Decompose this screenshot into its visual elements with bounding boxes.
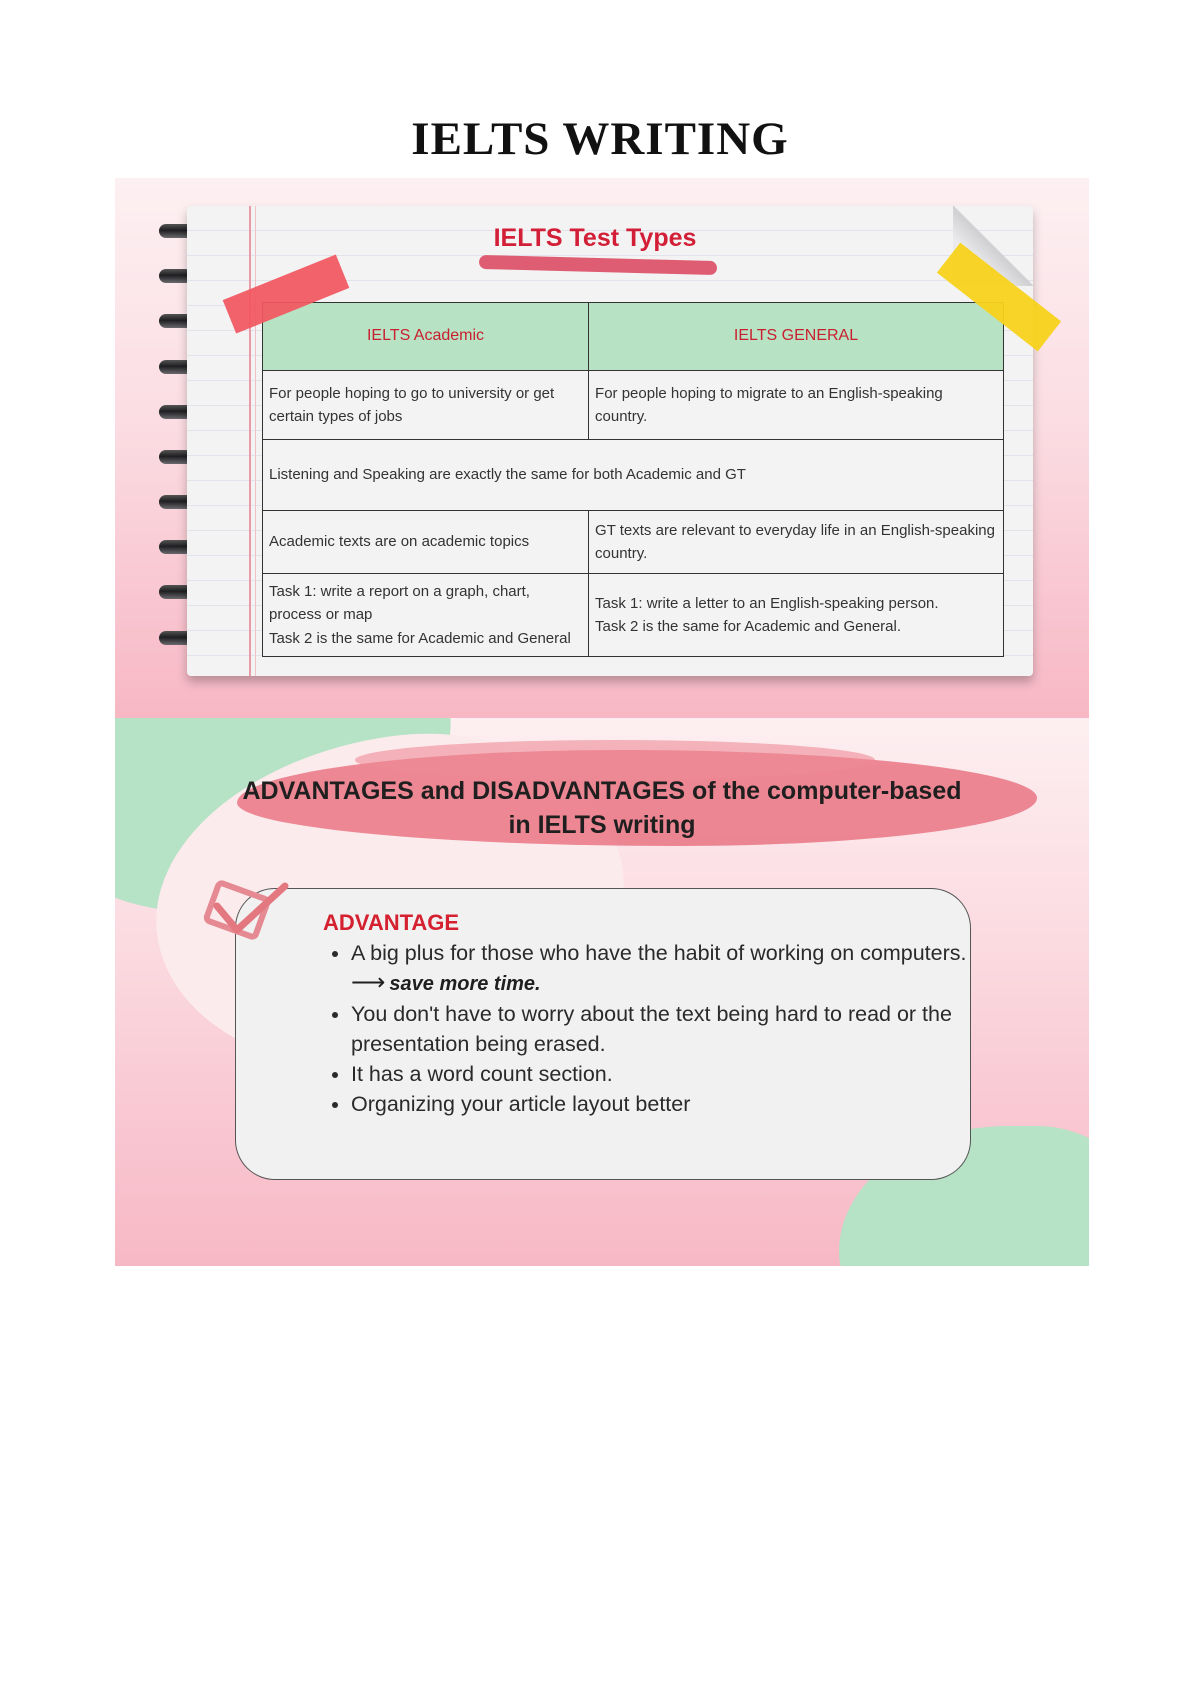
test-types-title: IELTS Test Types bbox=[493, 224, 697, 252]
table-header-row bbox=[263, 303, 1004, 371]
title-brush-stroke bbox=[479, 255, 717, 275]
advantage-heading: ADVANTAGE bbox=[323, 910, 460, 935]
table-row bbox=[263, 440, 1004, 511]
cell-both-listening-speaking: Listening and Speaking are exactly the same for both Academic and GT bbox=[263, 440, 1004, 511]
right-arrow-icon: ⟶ bbox=[351, 969, 386, 996]
table-row bbox=[263, 371, 1004, 440]
advantages-title-line1: ADVANTAGES and DISADVANTAGES of the computer-based bbox=[242, 777, 962, 805]
academic-task1: Task 1: write a report on a graph, chart, process or map bbox=[269, 583, 530, 624]
academic-task2: Task 2 is the same for Academic and General bbox=[269, 629, 571, 647]
header-academic: IELTS Academic bbox=[263, 303, 589, 371]
document-title: IELTS WRITING bbox=[411, 113, 789, 165]
list-item: • It has a word count section. bbox=[351, 1059, 971, 1089]
margin-line bbox=[249, 206, 251, 676]
cell-academic-texts: Academic texts are on academic topics bbox=[263, 511, 589, 574]
arrow-note bbox=[351, 968, 971, 999]
arrow-note-text: save more time. bbox=[389, 973, 541, 995]
header-general: IELTS GENERAL bbox=[589, 303, 1004, 371]
slide-test-types bbox=[115, 178, 1089, 718]
table-row bbox=[263, 511, 1004, 574]
cell-general-texts: GT texts are relevant to everyday life in an English-speaking country. bbox=[589, 511, 1004, 574]
cell-general-purpose: For people hoping to migrate to an English-speaking country. bbox=[589, 371, 1004, 440]
list-item: • You don't have to worry about the text being hard to read or the presentation being erased. bbox=[351, 999, 971, 1059]
cell-general-tasks bbox=[589, 574, 1004, 657]
table-row bbox=[263, 574, 1004, 657]
margin-line bbox=[255, 206, 256, 676]
general-task1: Task 1: write a letter to an English-speaking person. bbox=[595, 594, 939, 612]
advantages-title bbox=[115, 774, 1089, 842]
list-item: • Organizing your article layout better bbox=[351, 1089, 971, 1119]
slide-advantages bbox=[115, 718, 1089, 1266]
cell-academic-tasks bbox=[263, 574, 589, 657]
advantages-title-line2: in IELTS writing bbox=[508, 811, 696, 839]
cell-academic-purpose: For people hoping to go to university or get certain types of jobs bbox=[263, 371, 589, 440]
advantage-list bbox=[325, 938, 971, 1119]
test-types-table bbox=[262, 302, 1004, 657]
general-task2: Task 2 is the same for Academic and General. bbox=[595, 618, 902, 635]
list-item: • A big plus for those who have the habit of working on computers. bbox=[351, 938, 971, 968]
checkbox-check-icon bbox=[203, 868, 293, 958]
